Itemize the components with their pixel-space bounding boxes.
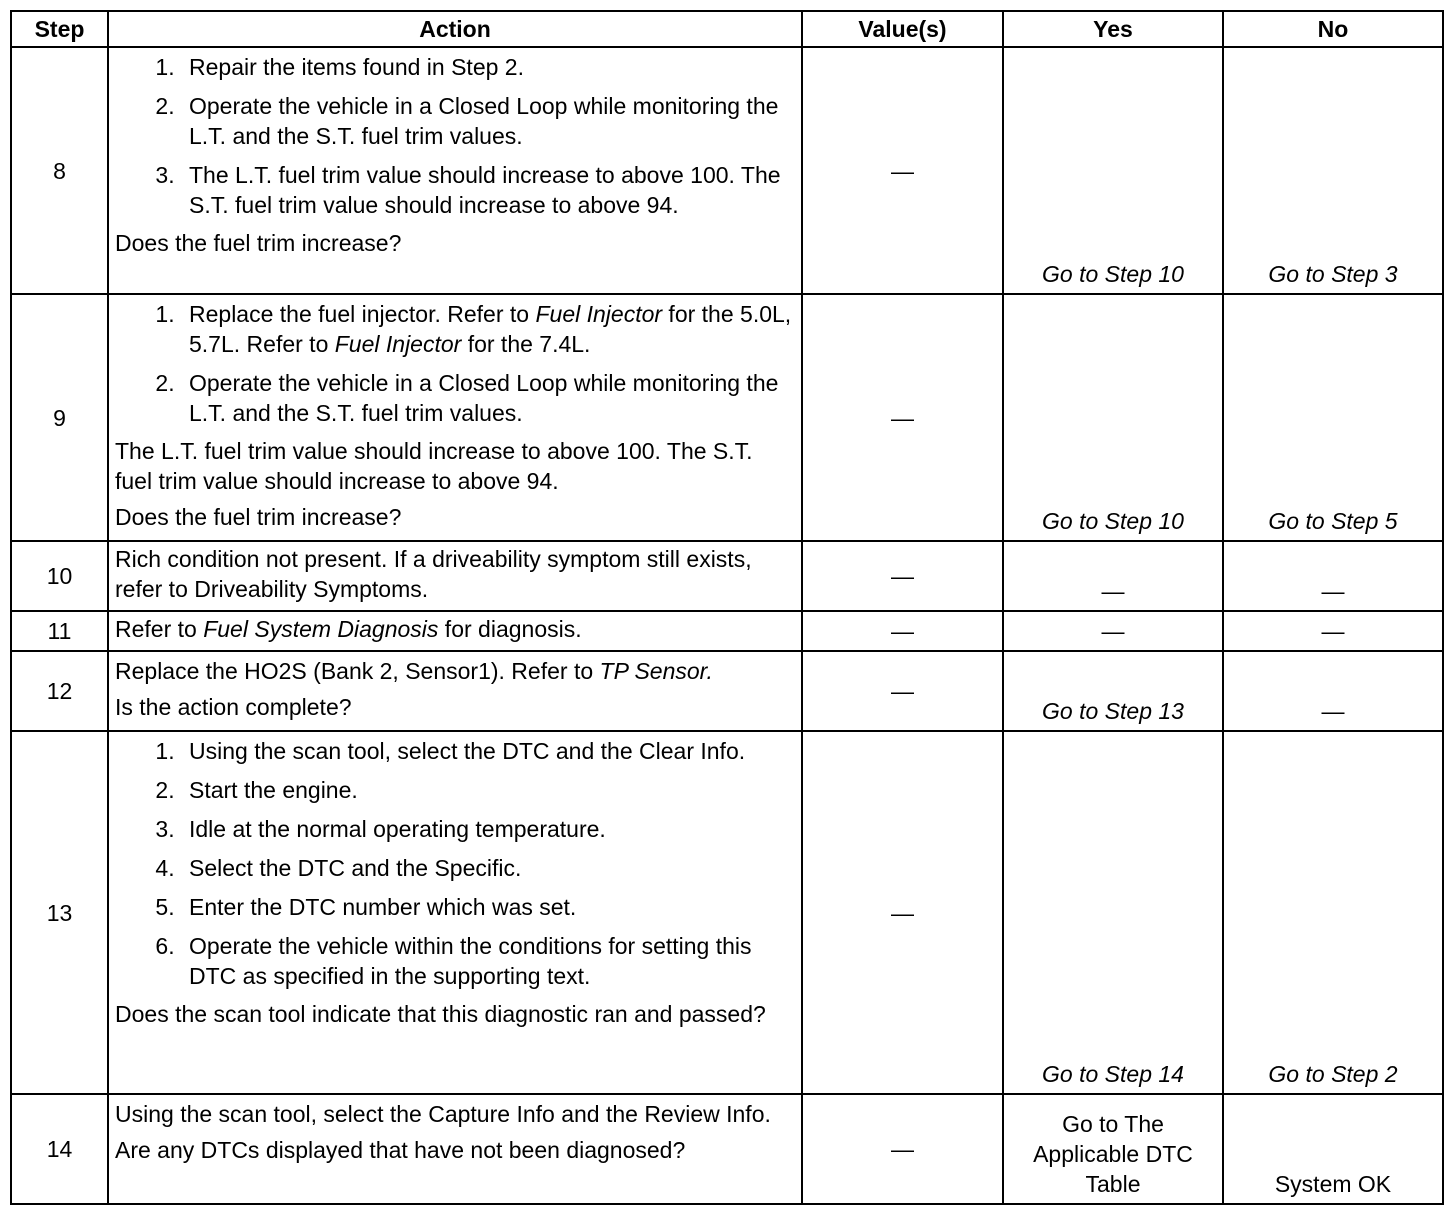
list-item: 1. Repair the items found in Step 2. — [181, 52, 795, 82]
list-item: 2. Start the engine. — [181, 775, 795, 805]
action-cell — [108, 611, 802, 651]
no-cell: — — [1223, 541, 1443, 611]
no-cell: Go to Step 3 — [1223, 47, 1443, 294]
question-text: Does the fuel trim increase? — [115, 230, 402, 256]
question-text: Does the fuel trim increase? — [115, 504, 402, 530]
action-cell — [108, 294, 802, 541]
action-text: Using the scan tool, select the Capture Info and the Review Info. — [115, 1101, 771, 1127]
table-row-step-12 — [11, 651, 1443, 731]
list-item: 1. Using the scan tool, select the DTC and the Clear Info. — [181, 736, 795, 766]
list-item: 2. Operate the vehicle in a Closed Loop while monitoring the L.T. and the S.T. fuel trim values. — [181, 368, 795, 428]
yes-cell: Go to Step 10 — [1003, 294, 1223, 541]
value-cell: — — [802, 47, 1003, 294]
reference-link[interactable]: TP Sensor. — [599, 658, 713, 684]
action-cell: Rich condition not present. If a driveability symptom still exists, refer to Driveability Symptoms. — [108, 541, 802, 611]
no-cell: — — [1223, 651, 1443, 731]
table-row-step-9 — [11, 294, 1443, 541]
table-row-step-8 — [11, 47, 1443, 294]
list-item: 5. Enter the DTC number which was set. — [181, 892, 795, 922]
action-list — [115, 299, 795, 428]
yes-cell: Go to The Applicable DTC Table — [1003, 1094, 1223, 1204]
action-list — [115, 52, 795, 220]
list-item: 4. Select the DTC and the Specific. — [181, 853, 795, 883]
yes-cell: Go to Step 13 — [1003, 651, 1223, 731]
header-yes: Yes — [1003, 11, 1223, 47]
step-number: 9 — [11, 294, 108, 541]
table-row-step-13 — [11, 731, 1443, 1094]
step-number: 13 — [11, 731, 108, 1094]
value-cell: — — [802, 541, 1003, 611]
action-cell — [108, 651, 802, 731]
action-cell — [108, 1094, 802, 1204]
action-cell — [108, 47, 802, 294]
reference-link[interactable]: Fuel Injector — [334, 331, 462, 357]
list-item: 2. Operate the vehicle in a Closed Loop while monitoring the L.T. and the S.T. fuel trim values. — [181, 91, 795, 151]
note-text: The L.T. fuel trim value should increase to above 100. The S.T. fuel trim value should increase to above 94. — [115, 438, 753, 494]
table-row-step-14 — [11, 1094, 1443, 1204]
list-item: 3. The L.T. fuel trim value should increase to above 100. The S.T. fuel trim value should increase to above 94. — [181, 160, 795, 220]
value-cell: — — [802, 651, 1003, 731]
action-text-part: Replace the HO2S (Bank 2, Sensor1). Refer to — [115, 658, 600, 684]
diagnostic-table-page — [10, 10, 1442, 1205]
header-action: Action — [108, 11, 802, 47]
question-text: Is the action complete? — [115, 694, 352, 720]
step-number: 12 — [11, 651, 108, 731]
header-step: Step — [11, 11, 108, 47]
value-cell: — — [802, 611, 1003, 651]
header-row — [11, 11, 1443, 47]
question-text: Are any DTCs displayed that have not been diagnosed? — [115, 1137, 686, 1163]
value-cell: — — [802, 731, 1003, 1094]
yes-cell: Go to Step 14 — [1003, 731, 1223, 1094]
value-cell: — — [802, 294, 1003, 541]
step-number: 11 — [11, 611, 108, 651]
no-cell: Go to Step 2 — [1223, 731, 1443, 1094]
header-no: No — [1223, 11, 1443, 47]
diagnostic-table — [10, 10, 1444, 1205]
action-text: for diagnosis. — [438, 616, 582, 642]
question-text: Does the scan tool indicate that this diagnostic ran and passed? — [115, 1001, 766, 1027]
step-number: 10 — [11, 541, 108, 611]
list-item-text: for the 5.0L, 5.7L. Refer to — [189, 301, 792, 357]
action-list — [115, 736, 795, 991]
list-item — [181, 299, 795, 359]
table-row-step-10 — [11, 541, 1443, 611]
list-item-text: for the 7.4L. — [461, 331, 591, 357]
step-number: 8 — [11, 47, 108, 294]
reference-link[interactable]: Fuel Injector — [535, 301, 663, 327]
list-item: 6. Operate the vehicle within the conditions for setting this DTC as specified in the supporting text. — [181, 931, 795, 991]
no-cell: System OK — [1223, 1094, 1443, 1204]
no-cell: Go to Step 5 — [1223, 294, 1443, 541]
header-values: Value(s) — [802, 11, 1003, 47]
list-item-text: Replace the fuel injector. Refer to — [189, 301, 536, 327]
no-cell: — — [1223, 611, 1443, 651]
table-row-step-11 — [11, 611, 1443, 651]
list-item: 3. Idle at the normal operating temperature. — [181, 814, 795, 844]
step-number: 14 — [11, 1094, 108, 1204]
action-text — [115, 656, 795, 686]
reference-link[interactable]: Fuel System Diagnosis — [203, 616, 439, 642]
action-cell — [108, 731, 802, 1094]
yes-cell: — — [1003, 611, 1223, 651]
yes-cell: — — [1003, 541, 1223, 611]
action-text: Refer to — [115, 616, 204, 642]
yes-cell: Go to Step 10 — [1003, 47, 1223, 294]
value-cell: — — [802, 1094, 1003, 1204]
